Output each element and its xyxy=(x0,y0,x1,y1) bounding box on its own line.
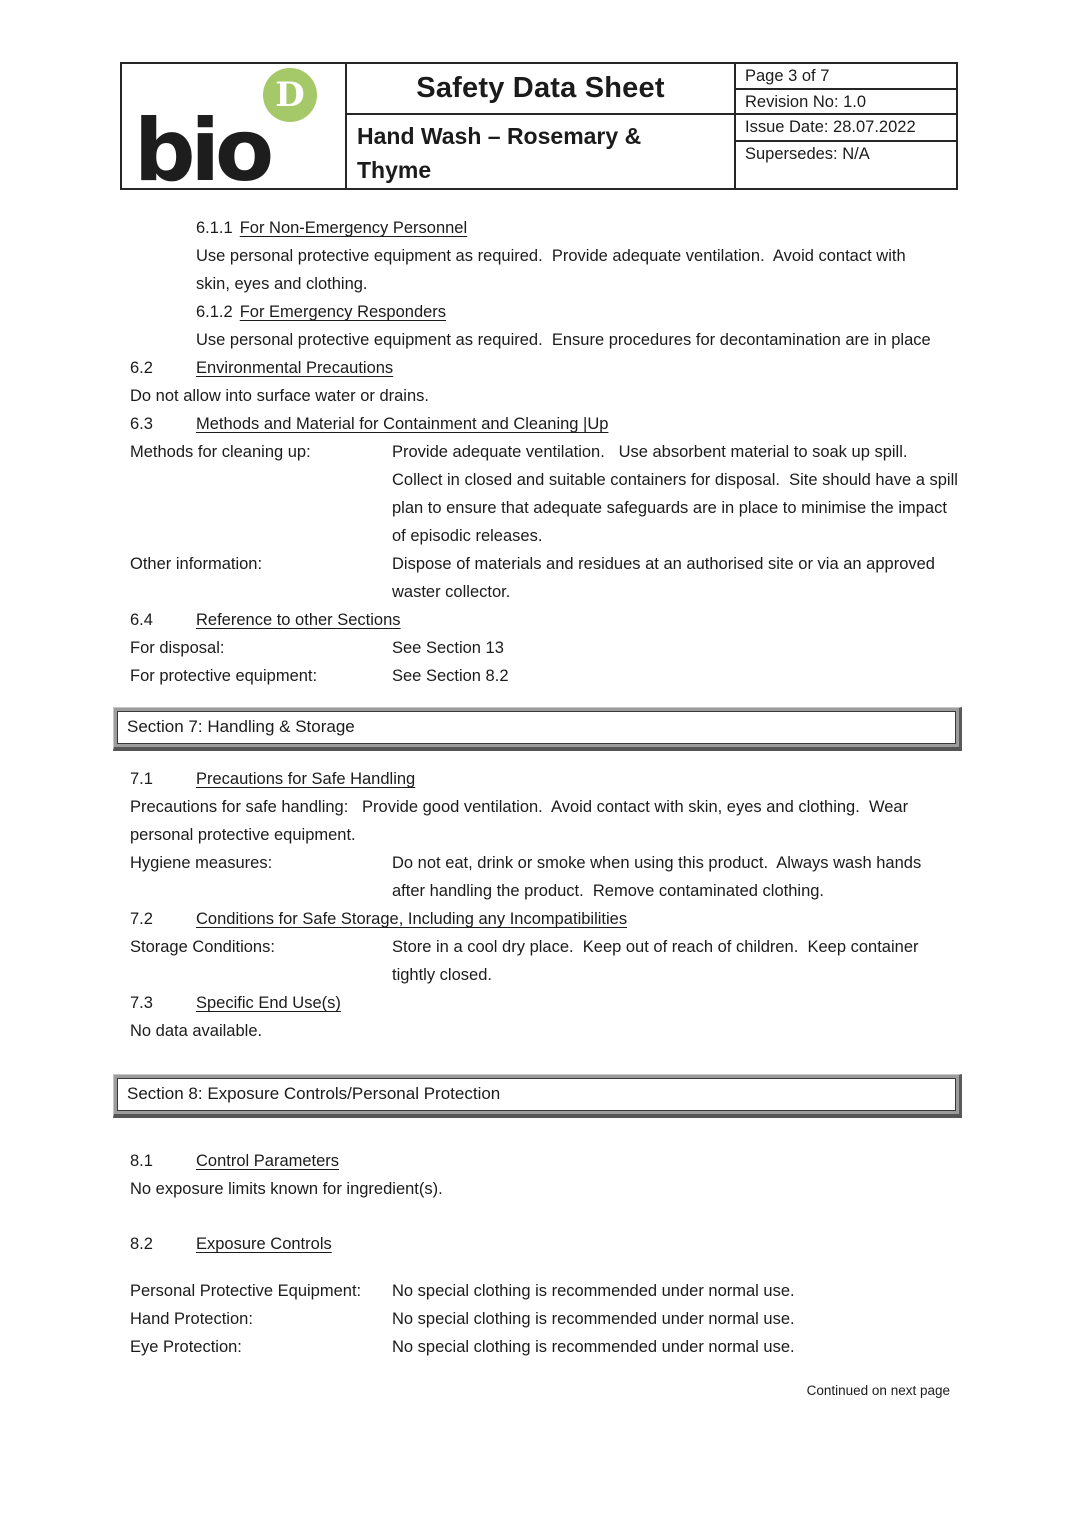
field-value: See Section 13 xyxy=(392,639,504,657)
section-7-banner-title: Section 7: Handling & Storage xyxy=(117,711,956,744)
field-value: No special clothing is recommended under normal use. xyxy=(392,1310,795,1328)
field-label: Hygiene measures: xyxy=(130,854,273,872)
field-value: Do not eat, drink or smoke when using this product. Always wash hands after handling the product. Remove contaminated clothing. xyxy=(392,854,922,900)
paragraph-6-1-2: Use personal protective equipment as required. Ensure procedures for decontamination are in place xyxy=(196,331,931,349)
paragraph-7-3: No data available. xyxy=(130,1022,263,1040)
heading-8-1 xyxy=(130,1147,958,1175)
heading-number: 7.2 xyxy=(130,910,153,928)
heading-number: 8.1 xyxy=(130,1152,153,1170)
paragraph-6-2: Do not allow into surface water or drains. xyxy=(130,387,429,405)
field-value: Provide adequate ventilation. Use absorbent material to soak up spill. Collect in closed and suitable containers for disposal. Site should have a spill plan to ensure that adequate safeguards are in place to minimise the impact of episodic releases. xyxy=(392,443,958,545)
header-meta-cells xyxy=(736,64,956,188)
header-title-cells xyxy=(347,64,736,188)
field-label: Storage Conditions: xyxy=(130,938,275,956)
heading-7-3 xyxy=(130,989,958,1017)
product-name-line1: Hand Wash – Rosemary & xyxy=(357,123,642,149)
document-body xyxy=(127,214,958,1400)
field-row-hand-protection xyxy=(130,1305,958,1333)
heading-number: 6.1.2 xyxy=(196,303,233,321)
field-label: Hand Protection: xyxy=(130,1310,253,1328)
paragraph-7-1: Precautions for safe handling: Provide good ventilation. Avoid contact with skin, eyes and clothing. Wear personal protective equipment. xyxy=(130,798,909,844)
paragraph-8-1: No exposure limits known for ingredient(s). xyxy=(130,1180,443,1198)
field-row-other-information xyxy=(130,550,958,606)
heading-7-1 xyxy=(130,765,958,793)
heading-text: For Non-Emergency Personnel xyxy=(239,219,468,237)
heading-text: Reference to other Sections xyxy=(196,611,401,629)
product-name xyxy=(347,115,734,188)
heading-6-1-2 xyxy=(130,298,958,326)
brand-logo-text: bio xyxy=(134,101,270,201)
heading-number: 6.1.1 xyxy=(196,219,233,237)
heading-number: 7.3 xyxy=(130,994,153,1012)
field-value: Store in a cool dry place. Keep out of reach of children. Keep container tightly closed. xyxy=(392,938,919,984)
heading-text: Methods and Material for Containment and Cleaning |Up xyxy=(196,415,609,433)
heading-6-1-1 xyxy=(130,214,958,242)
revision-number: Revision No: 1.0 xyxy=(736,90,956,115)
field-label: For disposal: xyxy=(130,639,225,657)
field-row-methods xyxy=(130,438,958,550)
field-row-eye-protection xyxy=(130,1333,958,1361)
supersedes: Supersedes: N/A xyxy=(745,145,870,163)
product-name-line2: Thyme xyxy=(357,157,432,183)
heading-number: 7.1 xyxy=(130,770,153,788)
paragraph-6-1-1: Use personal protective equipment as required. Provide adequate ventilation. Avoid contact with skin, eyes and clothing. xyxy=(196,247,906,293)
field-label: Personal Protective Equipment: xyxy=(130,1282,362,1300)
heading-text: Conditions for Safe Storage, Including any Incompatibilities xyxy=(196,910,628,928)
exposure-controls-rows xyxy=(130,1277,958,1361)
heading-6-4 xyxy=(130,606,958,634)
heading-7-2 xyxy=(130,905,958,933)
heading-number: 6.3 xyxy=(130,415,153,433)
heading-text: Precautions for Safe Handling xyxy=(196,770,416,788)
header-table xyxy=(120,62,958,201)
field-value: Dispose of materials and residues at an authorised site or via an approved waster collector. xyxy=(392,555,935,601)
section-8-banner-title: Section 8: Exposure Controls/Personal Protection xyxy=(117,1078,956,1111)
field-value: See Section 8.2 xyxy=(392,667,509,685)
brand-logo xyxy=(122,64,347,201)
document-title: Safety Data Sheet xyxy=(347,64,734,115)
heading-number: 6.4 xyxy=(130,611,153,629)
issue-date: Issue Date: 28.07.2022 xyxy=(736,115,956,142)
heading-text: Control Parameters xyxy=(196,1152,340,1170)
field-label: Eye Protection: xyxy=(130,1338,242,1356)
page-number: Page 3 of 7 xyxy=(736,64,956,90)
field-row-storage xyxy=(130,933,958,989)
heading-number: 6.2 xyxy=(130,359,153,377)
heading-number: 8.2 xyxy=(130,1235,153,1253)
heading-text: For Emergency Responders xyxy=(239,303,447,321)
field-value: No special clothing is recommended under normal use. xyxy=(392,1282,795,1300)
heading-text: Specific End Use(s) xyxy=(196,994,341,1012)
field-row-ppe xyxy=(130,1277,958,1305)
field-label: Methods for cleaning up: xyxy=(130,443,311,461)
heading-text: Environmental Precautions xyxy=(196,359,394,377)
section-8-banner xyxy=(113,1074,962,1118)
field-label: Other information: xyxy=(130,555,263,573)
heading-8-2 xyxy=(130,1230,958,1258)
heading-6-3 xyxy=(130,410,958,438)
field-row-hygiene xyxy=(130,849,958,905)
field-label: For protective equipment: xyxy=(130,667,318,685)
heading-text: Exposure Controls xyxy=(196,1235,332,1253)
brand-logo-d-badge: D xyxy=(263,68,317,122)
field-row-disposal xyxy=(130,634,958,662)
continued-note: Continued on next page xyxy=(806,1383,950,1398)
section-7-banner xyxy=(113,707,962,751)
field-row-protective-equipment xyxy=(130,662,958,690)
field-value: No special clothing is recommended under normal use. xyxy=(392,1338,795,1356)
heading-6-2 xyxy=(130,354,958,382)
